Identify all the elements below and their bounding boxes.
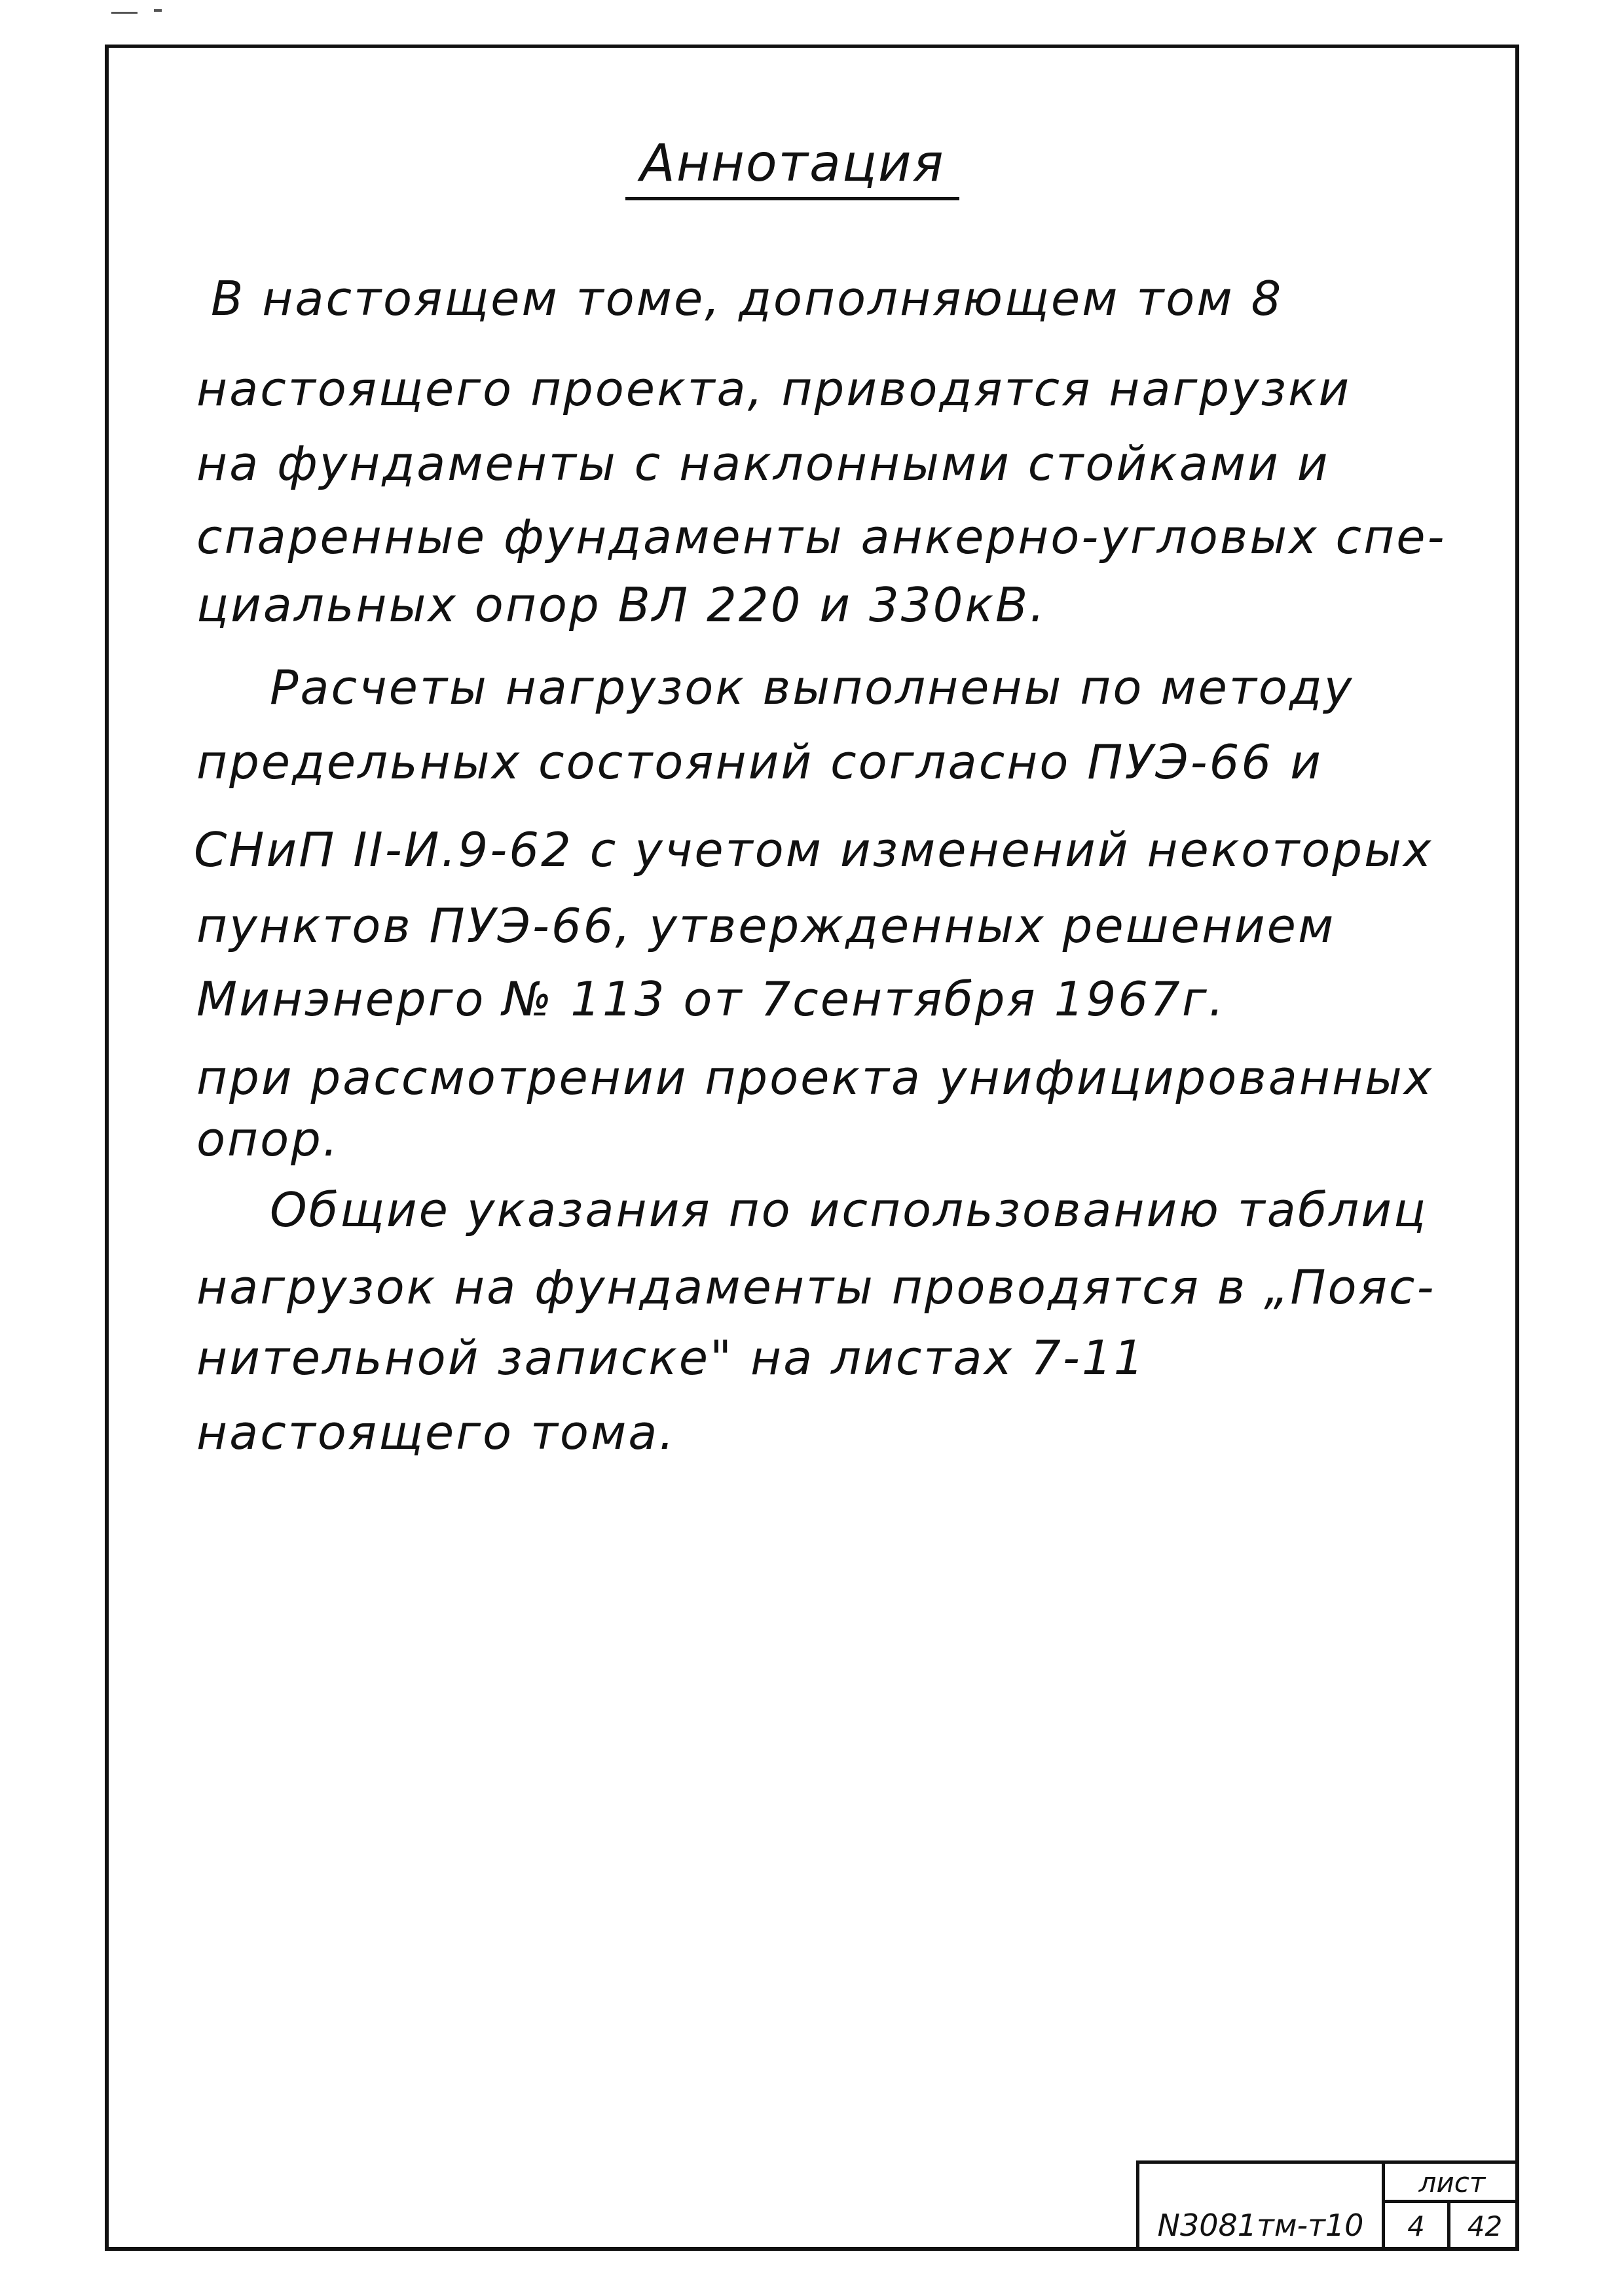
text-line-12: опор. bbox=[196, 1112, 340, 1167]
document-title bbox=[0, 134, 1624, 200]
text-line-5: циальных опор ВЛ 220 и 330кВ. bbox=[196, 577, 1047, 632]
text-line-13: Общие указания по использованию таблиц bbox=[270, 1182, 1428, 1237]
text-line-1: В настоящем томе, дополняющем том 8 bbox=[211, 271, 1283, 326]
text-line-3: на фундаменты с наклонными стойками и bbox=[196, 436, 1330, 491]
text-line-11: при рассмотрении проекта унифицированных bbox=[196, 1050, 1434, 1105]
text-line-14: нагрузок на фундаменты проводятся в „Пояс- bbox=[196, 1260, 1436, 1315]
text-line-2: настоящего проекта, приводятся нагрузки bbox=[196, 361, 1352, 416]
text-line-15: нительной записке" на листах 7-11 bbox=[196, 1330, 1146, 1385]
document-code: N3081тм-т10 bbox=[1136, 2164, 1385, 2251]
sheet-label: лист bbox=[1385, 2164, 1519, 2203]
text-line-10: Минэнерго № 113 от 7сентября 1967г. bbox=[196, 972, 1226, 1027]
text-line-7: предельных состояний согласно ПУЭ-66 и bbox=[196, 735, 1323, 790]
scan-mark bbox=[154, 9, 162, 12]
total-sheets: 42 bbox=[1467, 2210, 1503, 2242]
text-line-16: настоящего тома. bbox=[196, 1405, 676, 1460]
text-line-4: спаренные фундаменты анкерно-угловых спе- bbox=[196, 509, 1447, 564]
text-line-9: пунктов ПУЭ-66, утвержденных решением bbox=[196, 898, 1336, 953]
sheet-number: 4 bbox=[1385, 2203, 1450, 2251]
document-title-text: Аннотация bbox=[625, 134, 959, 200]
text-line-6: Расчеты нагрузок выполнены по методу bbox=[270, 660, 1354, 715]
title-block-stamp bbox=[1136, 2160, 1519, 2251]
text-line-8: СНиП II-И.9-62 с учетом изменений некоторых bbox=[194, 822, 1433, 877]
scan-mark bbox=[111, 12, 138, 14]
